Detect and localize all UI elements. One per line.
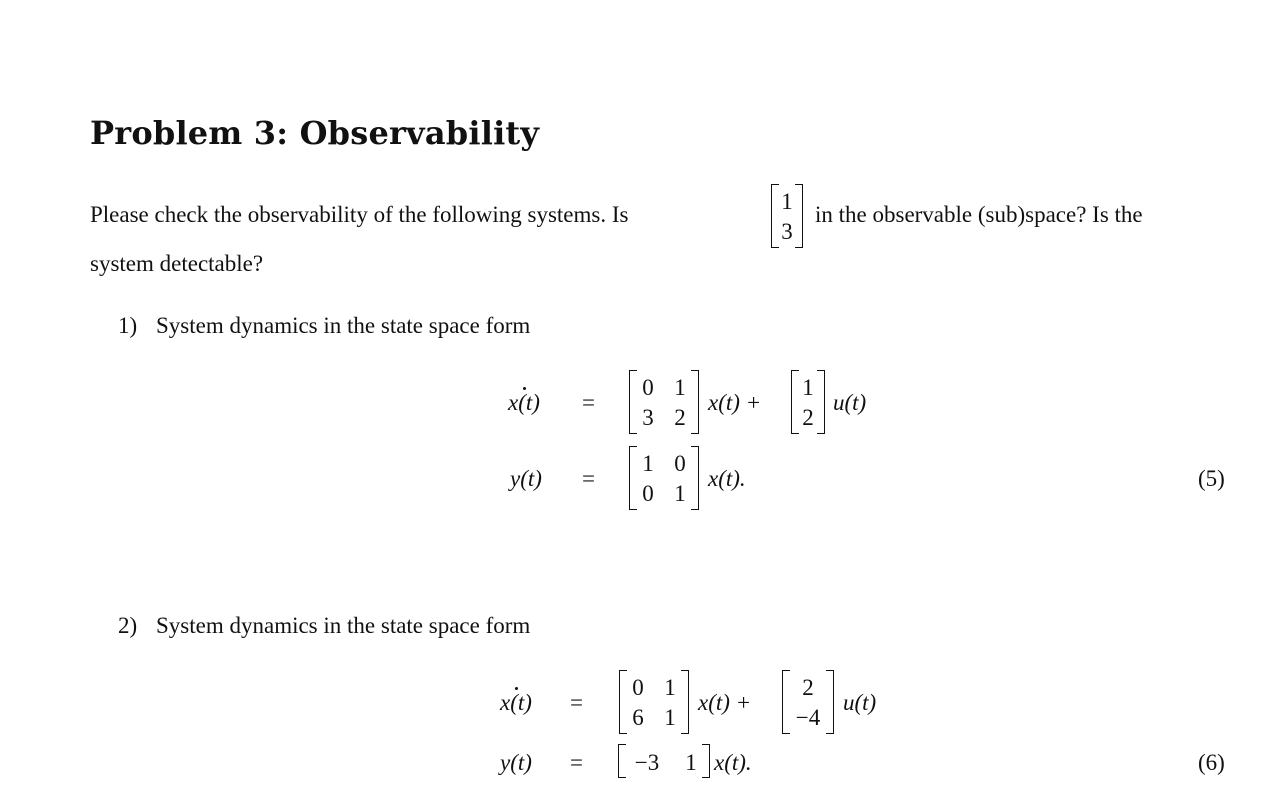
system-1-term-u: u(t) <box>833 390 867 415</box>
system-2-term-u: u(t) <box>843 690 877 715</box>
matrix-A-entry: 0 <box>632 675 644 700</box>
matrix-A-entry: 3 <box>642 405 654 430</box>
intro-vector <box>771 184 803 248</box>
matrix-A-entry: 2 <box>674 405 686 430</box>
system-1-heading: System dynamics in the state space form <box>156 313 531 338</box>
system-2-matrix-A <box>619 670 689 734</box>
system-2-term-x-end: x(t). <box>714 750 752 775</box>
intro-text-part1: Please check the observability of the following systems. Is <box>90 202 629 227</box>
system-1-term-x-end: x(t). <box>708 466 746 491</box>
system-1-matrix-A <box>629 370 699 434</box>
system-1-lhs-xdot-text: x(t) <box>508 390 540 415</box>
matrix-C-entry: 1 <box>685 750 697 775</box>
equation-number-6: (6) <box>1198 750 1225 775</box>
matrix-A-entry: 1 <box>674 375 686 400</box>
matrix-B-entry: 2 <box>802 675 814 700</box>
matrix-B-entry: 1 <box>802 375 814 400</box>
system-2-lhs-xdot <box>500 691 532 714</box>
matrix-C-entry: −3 <box>634 750 660 775</box>
system-1-matrix-C <box>629 446 699 510</box>
system-1-label: 1) <box>118 313 138 338</box>
page-title: Problem 3: Observability <box>90 114 540 152</box>
matrix-C-entry: 1 <box>642 451 654 476</box>
system-2-matrix-B <box>782 670 834 734</box>
intro-vector-entry: 1 <box>781 189 793 214</box>
matrix-A-entry: 1 <box>664 675 676 700</box>
matrix-A-entry: 6 <box>632 705 644 730</box>
matrix-B-entry: −4 <box>795 705 821 730</box>
matrix-B-entry: 2 <box>802 405 814 430</box>
matrix-A-entry: 0 <box>642 375 654 400</box>
equation-number-5: (5) <box>1198 466 1225 491</box>
system-1-eq-sign-2: = <box>582 466 595 491</box>
matrix-A-entry: 1 <box>664 705 676 730</box>
intro-vector-entry: 3 <box>781 219 793 244</box>
matrix-C-entry: 0 <box>674 451 686 476</box>
system-1-lhs-xdot <box>508 391 540 414</box>
system-2-label: 2) <box>118 613 138 638</box>
intro-text-part2: in the observable (sub)space? Is the <box>815 202 1143 227</box>
system-2-lhs-xdot-text: x(t) <box>500 690 532 715</box>
system-1-eq-sign-1: = <box>582 390 595 415</box>
system-2-eq-sign-2: = <box>570 750 583 775</box>
system-2-heading: System dynamics in the state space form <box>156 613 531 638</box>
intro-text-line2: system detectable? <box>90 251 264 276</box>
system-1-term-x-plus: x(t) + <box>708 390 762 415</box>
system-2-eq-sign-1: = <box>570 690 583 715</box>
system-1-lhs-y: y(t) <box>510 466 542 491</box>
system-2-lhs-y: y(t) <box>500 750 532 775</box>
system-2-term-x-plus: x(t) + <box>698 690 752 715</box>
matrix-C-entry: 0 <box>642 481 654 506</box>
matrix-C-entry: 1 <box>674 481 686 506</box>
system-2-matrix-C <box>618 744 710 778</box>
system-1-matrix-B <box>791 370 825 434</box>
